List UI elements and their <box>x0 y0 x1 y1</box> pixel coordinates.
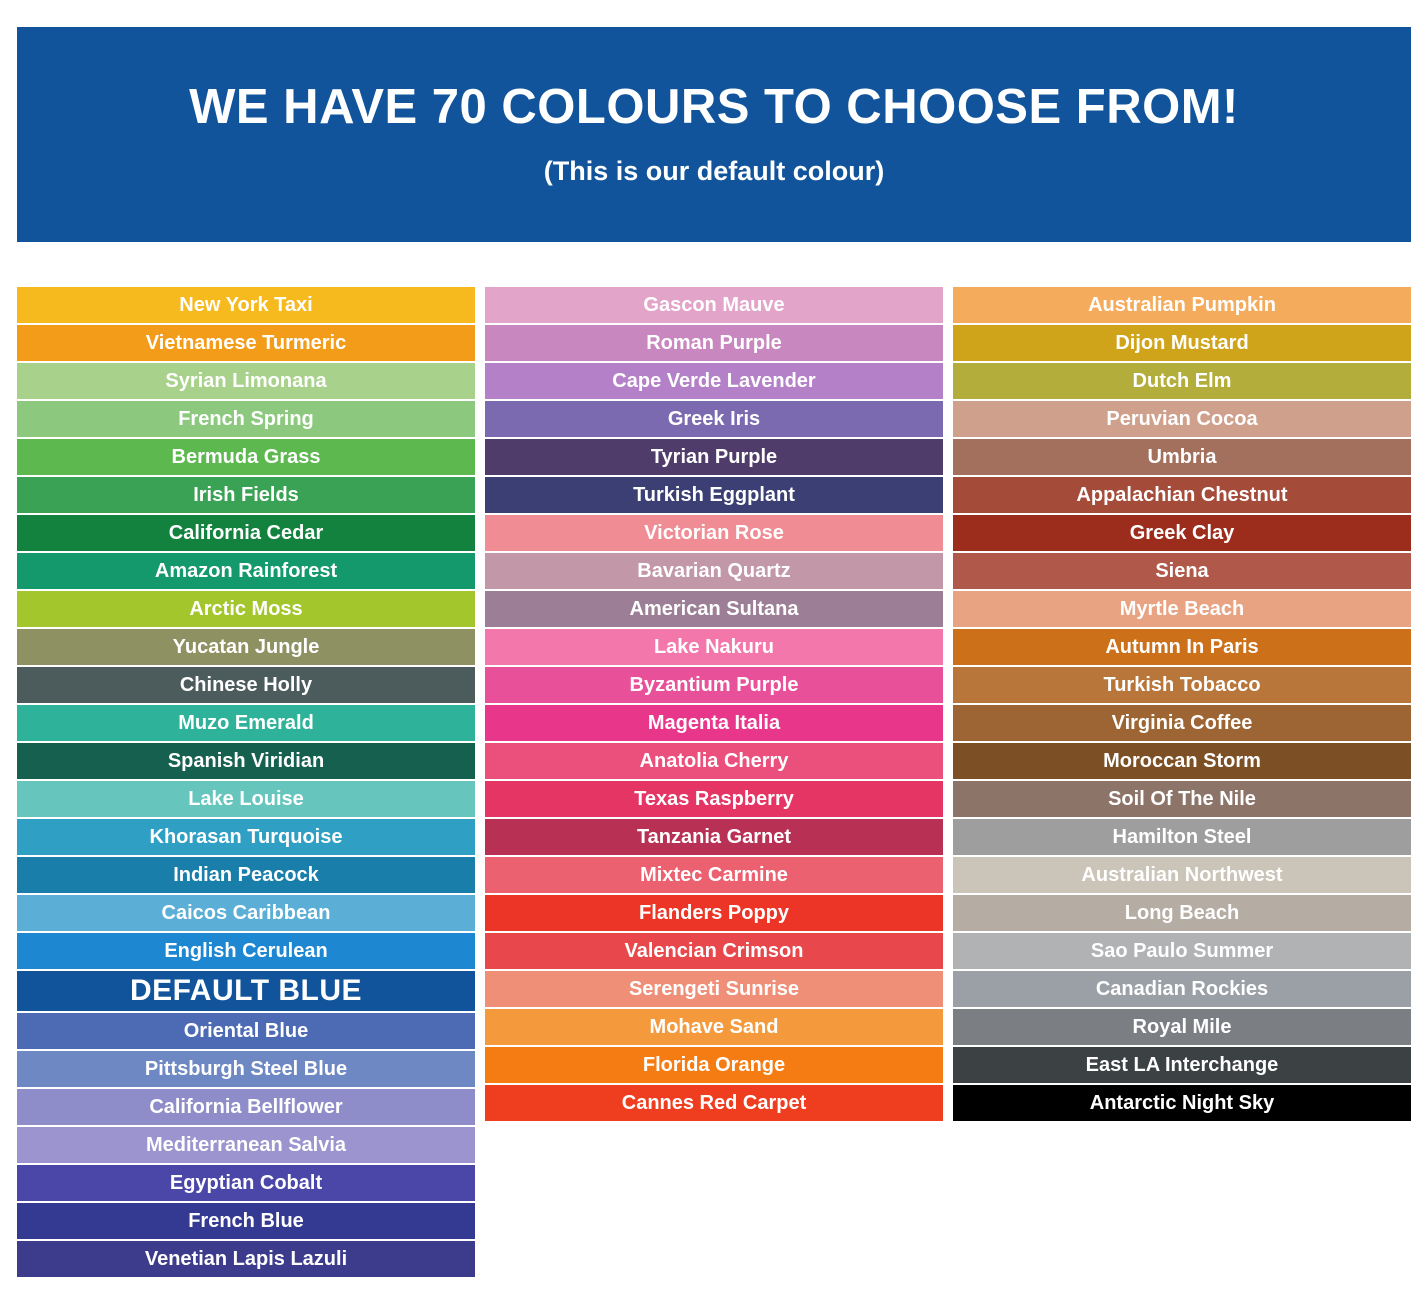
colour-swatch[interactable] <box>953 1009 1411 1045</box>
colour-swatch[interactable] <box>17 325 475 361</box>
colour-swatch[interactable] <box>17 439 475 475</box>
colour-swatch[interactable] <box>953 857 1411 893</box>
colour-swatch-label: Umbria <box>1147 446 1217 468</box>
colour-swatch[interactable] <box>953 971 1411 1007</box>
colour-swatch[interactable] <box>17 781 475 817</box>
colour-swatch-label: Byzantium Purple <box>629 674 799 696</box>
colour-swatch-label: Lake Nakuru <box>653 636 775 658</box>
colour-swatch-label: Anatolia Cherry <box>639 750 789 772</box>
colour-swatch[interactable] <box>17 819 475 855</box>
colour-swatch[interactable] <box>485 629 943 665</box>
colour-swatch[interactable] <box>953 439 1411 475</box>
colour-swatch[interactable] <box>17 933 475 969</box>
colour-swatch[interactable] <box>953 1085 1411 1121</box>
colour-swatch[interactable] <box>17 477 475 513</box>
colour-swatch[interactable] <box>953 895 1411 931</box>
colour-swatch-label: Turkish Tobacco <box>1103 674 1261 696</box>
colour-swatch-label: Roman Purple <box>646 332 782 354</box>
colour-swatch-label: Amazon Rainforest <box>154 560 338 582</box>
colour-swatch[interactable] <box>953 705 1411 741</box>
colour-swatch-label: Chinese Holly <box>179 674 313 696</box>
colour-swatch-label: Syrian Limonana <box>165 370 327 392</box>
colour-swatch-label: American Sultana <box>629 598 799 620</box>
colour-swatch-label: Florida Orange <box>642 1054 786 1076</box>
colour-swatch[interactable] <box>17 857 475 893</box>
colour-swatch-label: Virginia Coffee <box>1111 712 1253 734</box>
colour-swatch-label: Mixtec Carmine <box>640 864 788 886</box>
colour-swatch-label: Khorasan Turquoise <box>149 826 343 848</box>
colour-swatch[interactable] <box>485 325 943 361</box>
colour-swatch-label: Mediterranean Salvia <box>145 1134 347 1156</box>
colour-swatch[interactable] <box>953 933 1411 969</box>
colour-swatch[interactable] <box>17 1013 475 1049</box>
colour-swatch[interactable] <box>485 857 943 893</box>
colour-swatch[interactable] <box>953 1047 1411 1083</box>
colour-swatch-label: Magenta Italia <box>647 712 781 734</box>
colour-column-3 <box>953 287 1411 1277</box>
colour-columns <box>17 287 1411 1277</box>
colour-swatch-label: Mohave Sand <box>649 1016 779 1038</box>
colour-swatch-label: Antarctic Night Sky <box>1089 1092 1275 1114</box>
colour-swatch[interactable] <box>485 553 943 589</box>
colour-swatch[interactable] <box>17 1127 475 1163</box>
colour-swatch-label: Texas Raspberry <box>634 788 794 810</box>
colour-swatch[interactable] <box>953 515 1411 551</box>
colour-swatch[interactable] <box>17 591 475 627</box>
colour-swatch-label: Soil Of The Nile <box>1108 788 1256 810</box>
colour-swatch[interactable] <box>953 287 1411 323</box>
colour-swatch[interactable] <box>17 1089 475 1125</box>
colour-swatch[interactable] <box>485 743 943 779</box>
colour-swatch-label: Long Beach <box>1124 902 1240 924</box>
colour-swatch-label: Dutch Elm <box>1132 370 1232 392</box>
colour-swatch[interactable] <box>953 325 1411 361</box>
colour-swatch[interactable] <box>17 401 475 437</box>
colour-swatch-label: New York Taxi <box>179 294 313 316</box>
colour-swatch-label: DEFAULT BLUE <box>129 974 363 1007</box>
colour-swatch[interactable] <box>485 971 943 1007</box>
colour-swatch[interactable] <box>17 705 475 741</box>
colour-swatch[interactable] <box>953 667 1411 703</box>
colour-swatch-label: Australian Pumpkin <box>1088 294 1276 316</box>
colour-swatch-label: Peruvian Cocoa <box>1106 408 1258 430</box>
colour-column-2 <box>485 287 943 1277</box>
colour-swatch-label: Appalachian Chestnut <box>1076 484 1288 506</box>
colour-swatch[interactable] <box>17 1241 475 1277</box>
colour-swatch[interactable] <box>485 895 943 931</box>
colour-swatch-label: Caicos Caribbean <box>161 902 331 924</box>
colour-swatch[interactable] <box>17 629 475 665</box>
colour-swatch[interactable] <box>953 477 1411 513</box>
colour-swatch-label: Serengeti Sunrise <box>628 978 800 1000</box>
colour-swatch[interactable] <box>953 819 1411 855</box>
colour-swatch-label: Bavarian Quartz <box>637 560 791 582</box>
colour-swatch[interactable] <box>485 1047 943 1083</box>
colour-swatch[interactable] <box>485 667 943 703</box>
colour-swatch-label: French Spring <box>178 408 314 430</box>
colour-swatch[interactable] <box>485 1085 943 1121</box>
colour-swatch[interactable] <box>485 477 943 513</box>
colour-swatch-label: Oriental Blue <box>183 1020 309 1042</box>
colour-swatch-label: Gascon Mauve <box>643 294 785 316</box>
colour-swatch-label: Myrtle Beach <box>1119 598 1245 620</box>
colour-swatch-label: East LA Interchange <box>1085 1054 1279 1076</box>
colour-swatch-label: French Blue <box>188 1210 304 1232</box>
colour-swatch-label: Lake Louise <box>188 788 304 810</box>
colour-swatch-label: Dijon Mustard <box>1115 332 1249 354</box>
colour-swatch-label: Moroccan Storm <box>1103 750 1261 772</box>
colour-swatch[interactable] <box>485 363 943 399</box>
colour-swatch[interactable] <box>485 781 943 817</box>
colour-swatch[interactable] <box>953 401 1411 437</box>
colour-swatch-label: Spanish Viridian <box>167 750 325 772</box>
colour-swatch[interactable] <box>17 1203 475 1239</box>
colour-swatch-label: Canadian Rockies <box>1095 978 1269 1000</box>
colour-swatch[interactable] <box>485 819 943 855</box>
colour-swatch-label: Muzo Emerald <box>178 712 314 734</box>
colour-swatch[interactable] <box>485 401 943 437</box>
colour-swatch-label: Victorian Rose <box>644 522 784 544</box>
colour-swatch[interactable] <box>953 781 1411 817</box>
colour-swatch[interactable] <box>485 933 943 969</box>
page-title: WE HAVE 70 COLOURS TO CHOOSE FROM! <box>189 80 1239 135</box>
colour-swatch-label: Tanzania Garnet <box>636 826 792 848</box>
colour-swatch[interactable] <box>17 1165 475 1201</box>
colour-swatch[interactable] <box>17 553 475 589</box>
colour-swatch[interactable] <box>17 515 475 551</box>
colour-swatch[interactable] <box>485 705 943 741</box>
colour-swatch-label: Arctic Moss <box>189 598 303 620</box>
colour-swatch-label: Autumn In Paris <box>1105 636 1259 658</box>
colour-swatch-label: Hamilton Steel <box>1112 826 1252 848</box>
colour-swatch[interactable] <box>17 667 475 703</box>
colour-swatch-label: English Cerulean <box>164 940 328 962</box>
colour-swatch[interactable] <box>485 515 943 551</box>
colour-swatch[interactable] <box>953 629 1411 665</box>
colour-swatch-label: Australian Northwest <box>1081 864 1283 886</box>
colour-swatch-label: Turkish Eggplant <box>633 484 795 506</box>
header-banner <box>17 27 1411 242</box>
colour-swatch[interactable] <box>17 895 475 931</box>
colour-swatch-label: Venetian Lapis Lazuli <box>144 1248 348 1270</box>
colour-swatch-label: Indian Peacock <box>173 864 319 886</box>
colour-swatch-label: Cape Verde Lavender <box>612 370 816 392</box>
colour-column-1 <box>17 287 475 1277</box>
colour-swatch-label: Royal Mile <box>1132 1016 1232 1038</box>
colour-swatch-label: Cannes Red Carpet <box>621 1092 807 1114</box>
colour-swatch[interactable] <box>485 1009 943 1045</box>
colour-swatch-label: Siena <box>1155 560 1209 582</box>
colour-swatch-label: Yucatan Jungle <box>172 636 320 658</box>
colour-swatch-label: Flanders Poppy <box>638 902 790 924</box>
colour-swatch[interactable] <box>953 591 1411 627</box>
colour-swatch-label: Bermuda Grass <box>171 446 321 468</box>
colour-swatch[interactable] <box>17 1051 475 1087</box>
colour-swatch-label: Greek Iris <box>667 408 761 430</box>
colour-swatch-label: Irish Fields <box>193 484 299 506</box>
colour-swatch[interactable] <box>17 363 475 399</box>
colour-swatch[interactable] <box>485 439 943 475</box>
colour-swatch[interactable] <box>485 591 943 627</box>
colour-swatch[interactable] <box>17 971 475 1011</box>
page-subtitle: (This is our default colour) <box>543 155 885 186</box>
colour-swatch[interactable] <box>485 287 943 323</box>
colour-swatch-label: Tyrian Purple <box>650 446 778 468</box>
colour-swatch-label: Greek Clay <box>1129 522 1235 544</box>
colour-swatch-label: Pittsburgh Steel Blue <box>144 1058 348 1080</box>
colour-swatch-label: Sao Paulo Summer <box>1090 940 1274 962</box>
colour-swatch-label: California Bellflower <box>149 1096 343 1118</box>
colour-swatch[interactable] <box>953 553 1411 589</box>
colour-swatch-label: Egyptian Cobalt <box>169 1172 323 1194</box>
colour-swatch[interactable] <box>17 743 475 779</box>
colour-swatch[interactable] <box>953 743 1411 779</box>
colour-swatch-label: Valencian Crimson <box>624 940 804 962</box>
colour-swatch-label: Vietnamese Turmeric <box>145 332 347 354</box>
colour-swatch[interactable] <box>17 287 475 323</box>
colour-swatch[interactable] <box>953 363 1411 399</box>
colour-swatch-label: California Cedar <box>168 522 324 544</box>
